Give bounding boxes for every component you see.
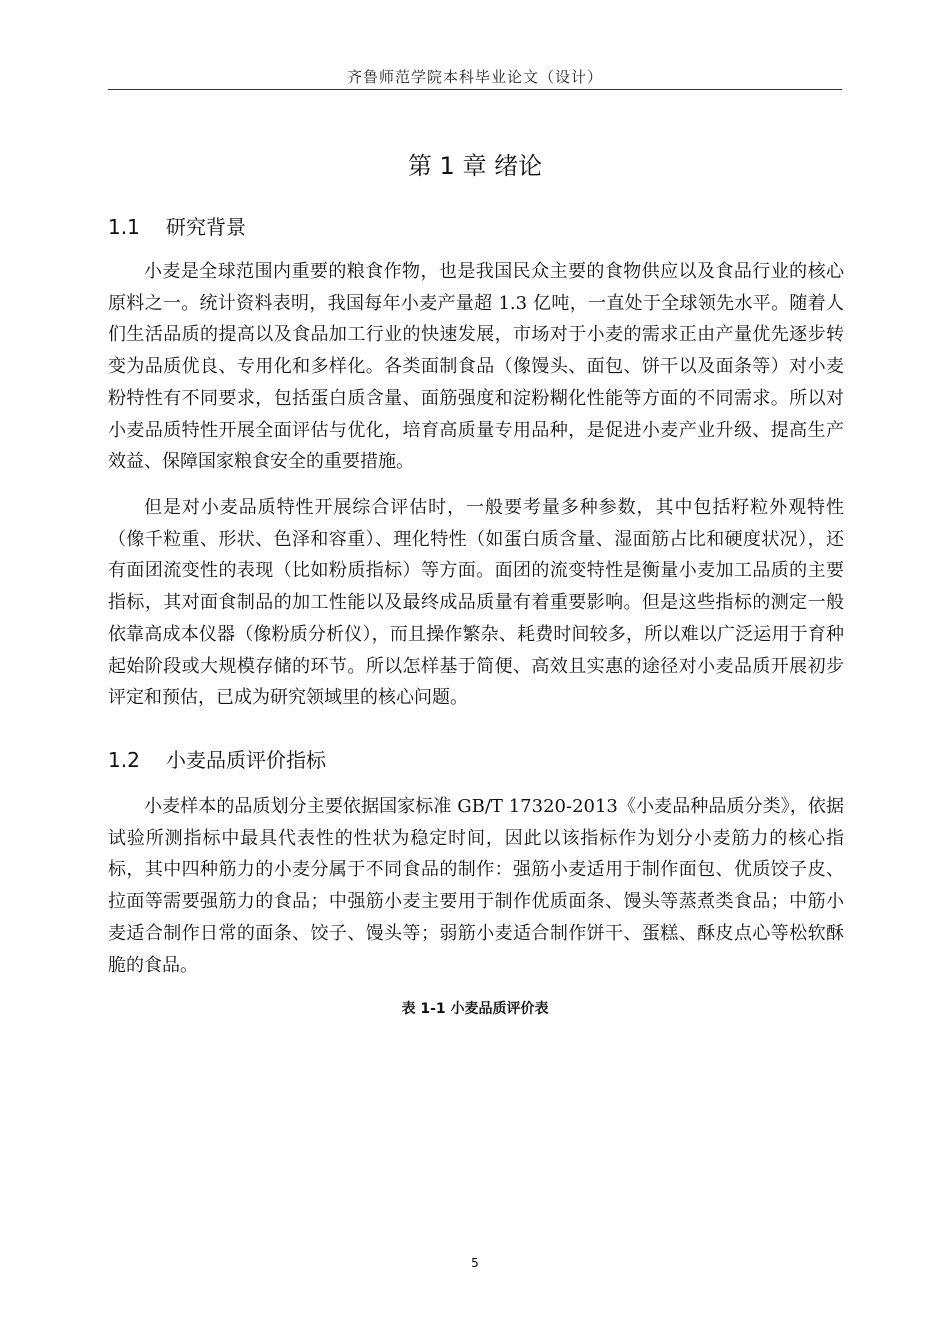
section-heading-1-2 (108, 744, 326, 773)
table-caption: 表 1-1 小麦品质评价表 (401, 1001, 549, 1017)
section-title: 研究背景 (166, 215, 246, 239)
section-number: 1.1 (108, 215, 140, 239)
page-number: 5 (471, 1256, 479, 1270)
body-paragraph: 小麦样本的品质划分主要依据国家标准 GB/T 17320-2013《小麦品种品质分类》，依据试验所测指标中最具代表性的性状为稳定时间，因此以该指标作为划分小麦筋力的核心指标，其中四种筋力的小麦分属于不同食品的制作：强筋小麦适用于制作面包、优质饺子皮、拉面等需要强筋力的食品；中强筋小麦主要用于制作优质面条、馒头等蒸煮类食品；中筋小麦适合制作日常的面条、饺子、馒头等；弱筋小麦适合制作饼干、蛋糕、酥皮点心等松软酥脆的食品。 (108, 796, 844, 976)
body-paragraph: 但是对小麦品质特性开展综合评估时，一般要考量多种参数，其中包括籽粒外观特性（像千粒重、形状、色泽和容重）、理化特性（如蛋白质含量、湿面筋占比和硬度状况），还有面团流变性的表现（比如粉质指标）等方面。面团的流变特性是衡量小麦加工品质的主要指标，其对面食制品的加工性能以及最终成品质量有着重要影响。但是这些指标的测定一般依靠高成本仪器（像粉质分析仪），而且操作繁杂、耗费时间较多，所以难以广泛运用于育种起始阶段或大规模存储的环节。所以怎样基于简便、高效且实惠的途径对小麦品质开展初步评定和预估，已成为研究领域里的核心问题。 (108, 497, 844, 709)
section-heading-1-1 (108, 211, 246, 240)
section-number: 1.2 (108, 748, 140, 772)
running-header: 齐鲁师范学院本科毕业论文（设计） (346, 68, 603, 86)
header-divider (108, 89, 842, 90)
body-paragraph: 小麦是全球范围内重要的粮食作物，也是我国民众主要的食物供应以及食品行业的核心原料之一。统计资料表明，我国每年小麦产量超 1.3 亿吨，一直处于全球领先水平。随着人们生活品质的提高以及食品加工行业的快速发展，市场对于小麦的需求正由产量优先逐步转变为品质优良、专用化和多样化。各类面制食品（像馒头、面包、饼干以及面条等）对小麦粉特性有不同要求，包括蛋白质含量、面筋强度和淀粉糊化性能等方面的不同需求。所以对小麦品质特性开展全面评估与优化，培育高质量专用品种，是促进小麦产业升级、提高生产效益、保障国家粮食安全的重要措施。 (108, 261, 844, 473)
chapter-title: 第 1 章 绪论 (407, 152, 543, 180)
section-title: 小麦品质评价指标 (166, 748, 326, 772)
